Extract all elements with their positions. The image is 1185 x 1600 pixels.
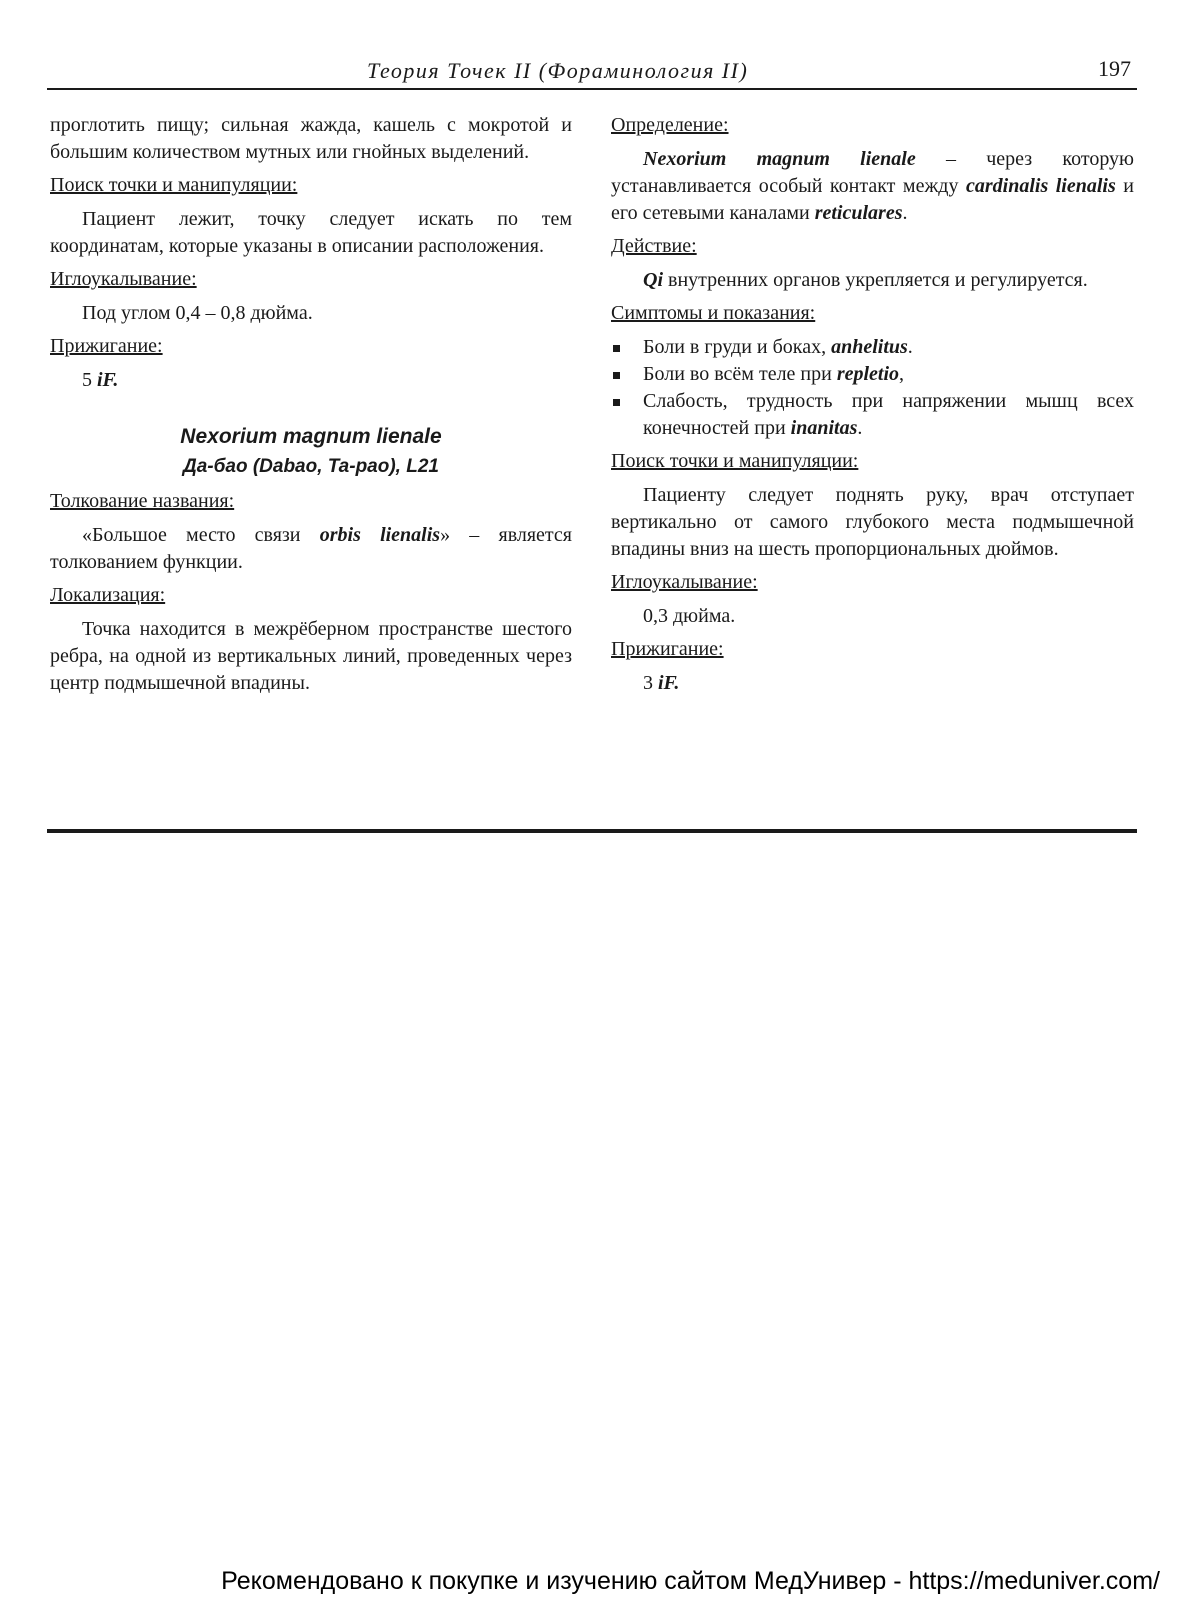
page-header [47,52,1137,90]
footer-recommendation: Рекомендовано к покупке и изучению сайтом МедУнивер - https://meduniver.com/ [221,1567,1160,1595]
search-paragraph: Пациент лежит, точку следует искать по тем координатам, которые указаны в описании расположения. [50,208,572,257]
bullet-icon [613,399,620,406]
list-item: Боли в груди и боках, anhelitus. [611,334,1134,361]
needle-heading-right: Иглоукалывание: [611,571,758,593]
list-item: Боли во всём теле при repletio, [611,361,1134,388]
search-paragraph-right: Пациенту следует поднять руку, врач отступает вертикально от самого глубокого места подмышечной впадины вниз на шесть пропорциональных дюймов. [611,484,1134,560]
localization-heading: Локализация: [50,584,166,606]
left-column [50,112,572,702]
running-title: Теория Точек II (Фораминология II) [367,58,749,83]
symptoms-list [611,334,1134,442]
moxa-heading: Прижигание: [50,335,163,357]
definition-heading: Определение: [611,114,729,136]
localization-paragraph: Точка находится в межрёберном пространстве шестого ребра, на одной из вертикальных линий, проведенных через центр подмышечной впадины. [50,618,572,694]
orbis-term: orbis lienalis [319,524,441,546]
bullet-icon [613,345,620,352]
bottom-divider [47,829,1137,833]
name-paragraph: «Большое место связи orbis lienalis» – является толкованием функции. [50,524,572,573]
bullet-icon [613,372,620,379]
moxa-value-right [611,670,1134,697]
moxa-unit: iF. [97,369,119,391]
symptoms-heading: Симптомы и показания: [611,302,816,324]
needle-value-right: 0,3 дюйма. [643,605,736,627]
page-number: 197 [1098,56,1131,81]
right-column [611,112,1134,703]
moxa-count-right: 3 [643,672,653,694]
search-heading: Поиск точки и манипуляции: [50,174,298,196]
needle-heading: Иглоукалывание: [50,268,197,290]
search-heading-right: Поиск точки и манипуляции: [611,450,859,472]
moxa-value [50,367,572,394]
moxa-unit-right: iF. [658,672,680,694]
point-title: Nexorium magnum lienale [180,425,442,448]
point-subtitle: Да-бао (Dabao, Ta-pao), L21 [183,456,439,477]
moxa-count: 5 [82,369,92,391]
intro-paragraph: проглотить пищу; сильная жажда, кашель с мокротой и большим количеством мутных или гнойных выделений. [50,114,572,163]
list-item: Слабость, трудность при напряжении мышц всех конечностей при inanitas. [611,388,1134,442]
name-heading: Толкование названия: [50,490,235,512]
definition-paragraph: Nexorium magnum lienale – через которую устанавливается особый контакт между cardinalis lienalis и его сетевыми каналами reticulares. [611,148,1134,224]
action-paragraph: Qi внутренних органов укрепляется и регулируется. [643,269,1088,291]
needle-value: Под углом 0,4 – 0,8 дюйма. [82,302,313,324]
action-heading: Действие: [611,235,697,257]
moxa-heading-right: Прижигание: [611,638,724,660]
